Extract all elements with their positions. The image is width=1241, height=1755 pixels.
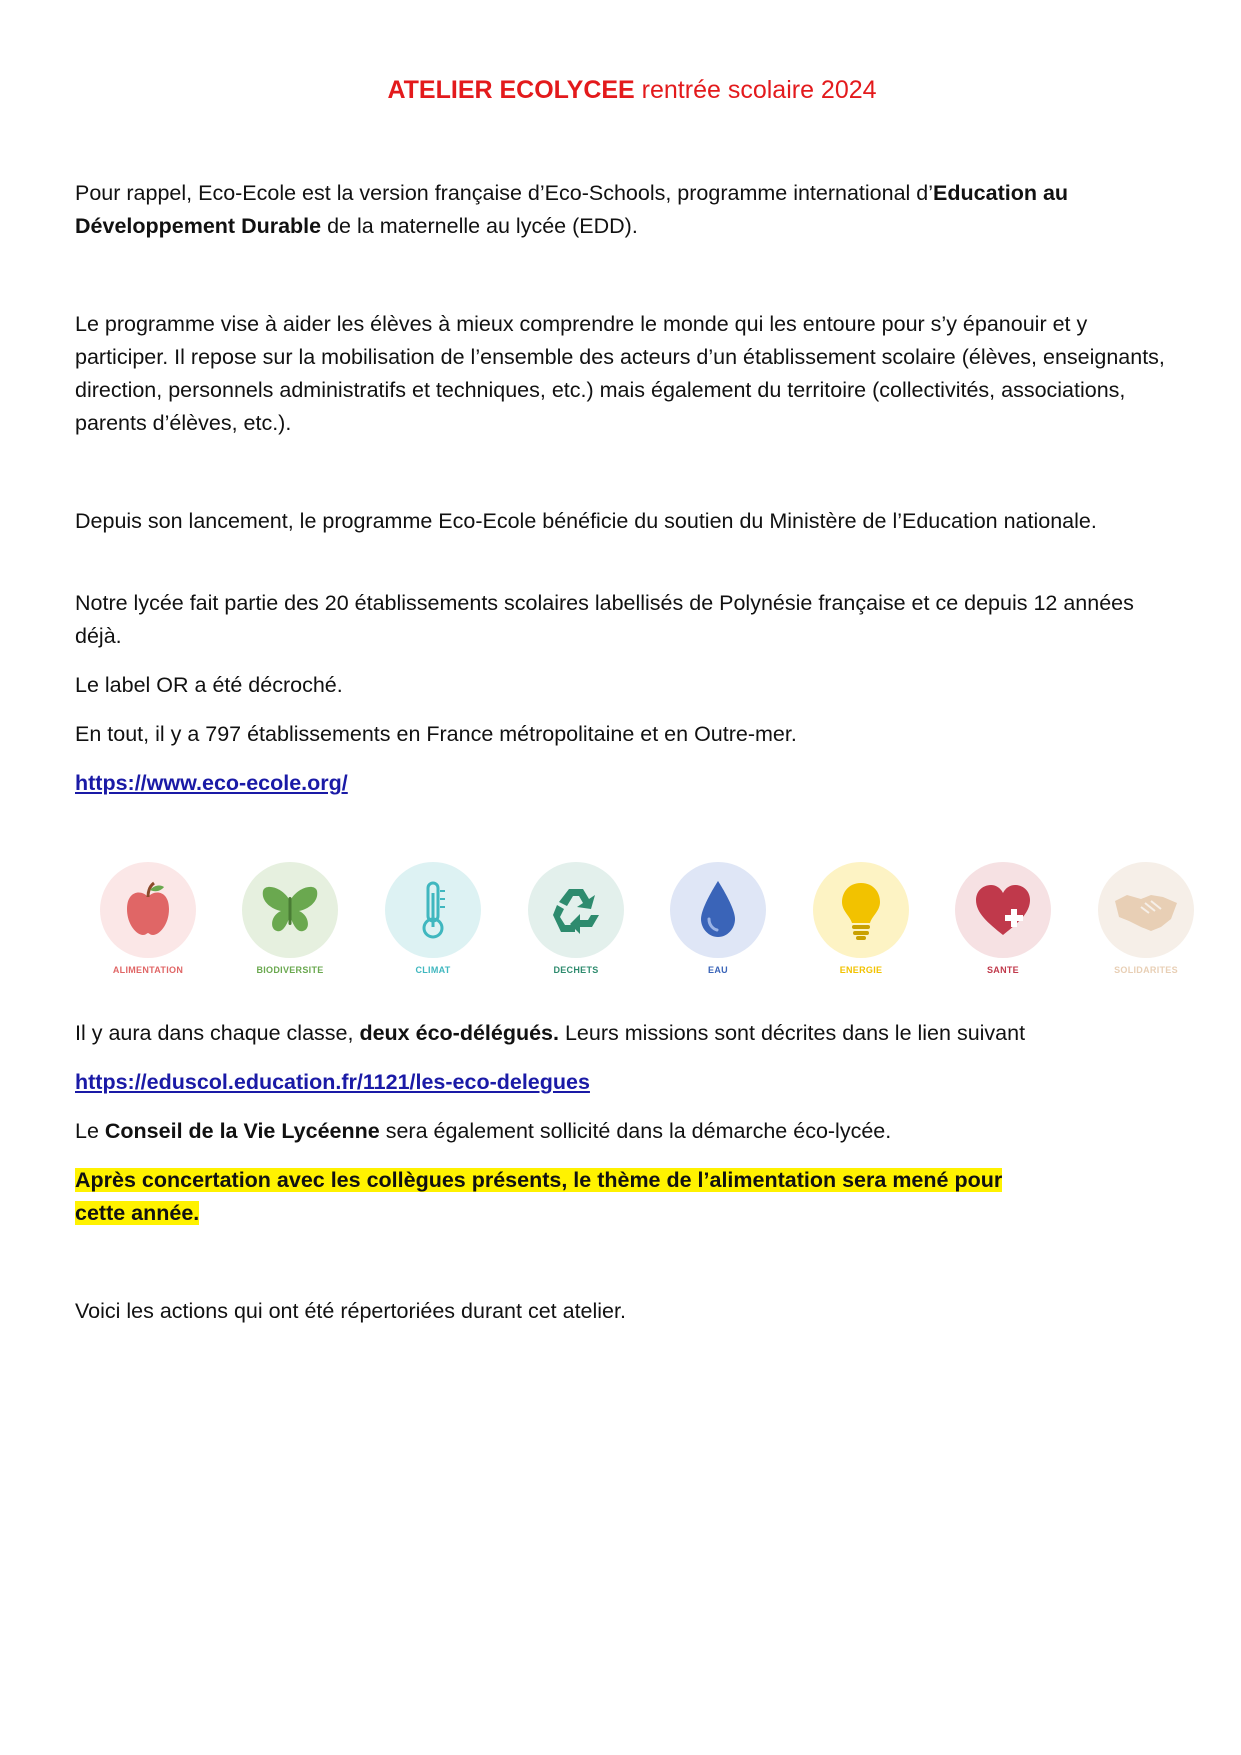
theme-label: ALIMENTATION [112, 965, 184, 975]
conseil-text-2: sera également sollicité dans la démarche éco-lycée. [379, 1119, 892, 1143]
butterfly-icon [255, 875, 325, 945]
handshake-icon [1111, 875, 1181, 945]
theme-circle [955, 862, 1051, 958]
delegues-text-2: Leurs missions sont décrites dans le lien suivant [559, 1021, 1026, 1045]
theme-energie [813, 862, 909, 975]
link-paragraph-1 [75, 767, 1175, 800]
themes-row [100, 862, 1200, 982]
delegues-paragraph [75, 1017, 1175, 1050]
theme-circle [242, 862, 338, 958]
eduscol-link[interactable]: https://eduscol.education.fr/1121/les-eco-delegues [75, 1070, 590, 1094]
eco-ecole-link[interactable]: https://www.eco-ecole.org/ [75, 771, 348, 795]
voici-paragraph: Voici les actions qui ont été répertoriées durant cet atelier. [75, 1299, 626, 1323]
highlight-line-1: Après concertation avec les collègues présents, le thème de l’alimentation sera mené pour [75, 1168, 1003, 1192]
conseil-bold: Conseil de la Vie Lycéenne [104, 1119, 380, 1143]
document-title [0, 76, 1241, 105]
highlight-paragraph [75, 1164, 1175, 1230]
theme-label: SOLIDARITES [1114, 965, 1178, 975]
theme-circle [100, 862, 196, 958]
theme-label: ENERGIE [839, 965, 883, 975]
recycle-icon [541, 875, 611, 945]
heart-plus-icon [968, 875, 1038, 945]
theme-circle [385, 862, 481, 958]
link-paragraph-2 [75, 1066, 1175, 1099]
delegues-text-1: Il y aura dans chaque classe, [75, 1021, 360, 1045]
delegues-bold: deux éco-délégués. [359, 1021, 559, 1045]
theme-biodiversite [242, 862, 338, 975]
conseil-paragraph [75, 1115, 1175, 1148]
apple-icon [113, 875, 183, 945]
soutien-paragraph: Depuis son lancement, le programme Eco-Ecole bénéficie du soutien du Ministère de l’Education nationale. [75, 509, 1097, 533]
theme-sante [955, 862, 1051, 975]
intro-bold: Education au Développement Durable [75, 181, 1069, 238]
theme-circle [813, 862, 909, 958]
conseil-text-1: Le [75, 1119, 105, 1143]
lightbulb-icon [826, 875, 896, 945]
label-paragraph: Le label OR a été décroché. [75, 673, 343, 697]
theme-label: SANTE [986, 965, 1019, 975]
theme-label: CLIMAT [415, 965, 451, 975]
theme-label: BIODIVERSITE [256, 965, 324, 975]
theme-circle [670, 862, 766, 958]
theme-eau [670, 862, 766, 975]
theme-solidarites [1098, 862, 1194, 975]
theme-label: DECHETS [553, 965, 599, 975]
theme-label: EAU [708, 965, 728, 975]
intro-text-1: Pour rappel, Eco-Ecole est la version française d’Eco-Schools, programme international d’ [75, 181, 934, 205]
thermometer-icon [398, 875, 468, 945]
title-bold: ATELIER ECOLYCEE [387, 76, 635, 104]
theme-climat [385, 862, 481, 975]
total-paragraph: En tout, il y a 797 établissements en France métropolitaine et en Outre-mer. [75, 722, 797, 746]
title-rest: rentrée scolaire 2024 [641, 76, 877, 104]
intro-paragraph [75, 177, 1175, 243]
theme-alimentation [100, 862, 196, 975]
theme-dechets [528, 862, 624, 975]
water-drop-icon [683, 875, 753, 945]
theme-circle [1098, 862, 1194, 958]
intro-text-2: de la maternelle au lycée (EDD). [321, 214, 638, 238]
programme-paragraph: Le programme vise à aider les élèves à mieux comprendre le monde qui les entoure pour s’y épanouir et y participer. Il repose sur la mobilisation de l’ensemble des acteurs d’un établissement scolaire (élèves, enseignants, direction, personnels administratifs et techniques, etc.) mais également du territoire (collectivités, associations, parents d’élèves, etc.). [75, 312, 1165, 435]
theme-circle [528, 862, 624, 958]
highlight-line-2: cette année. [75, 1201, 200, 1225]
lycee-paragraph: Notre lycée fait partie des 20 établissements scolaires labellisés de Polynésie française et ce depuis 12 années déjà. [75, 591, 1134, 648]
